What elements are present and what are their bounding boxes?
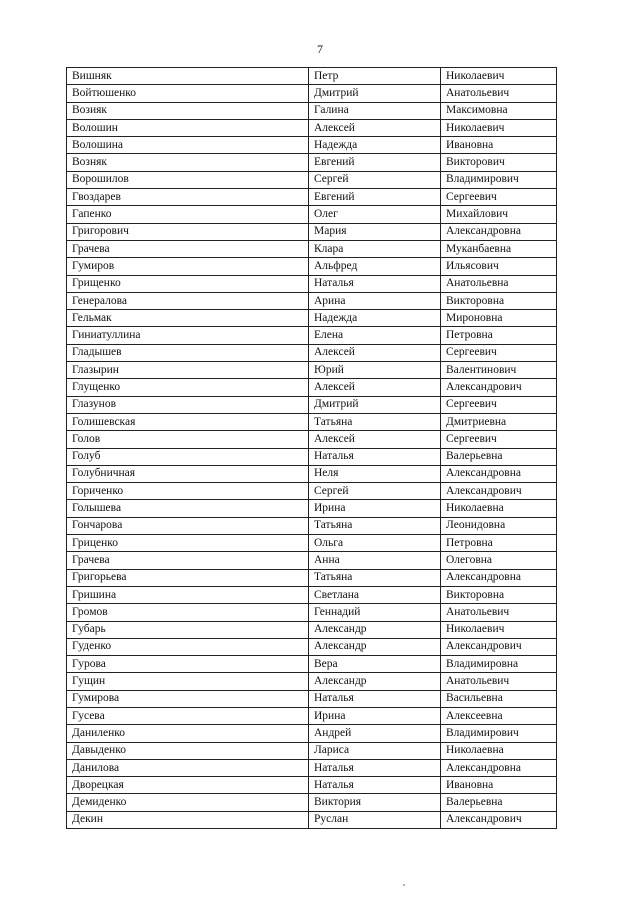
first-name-cell: Надежда [309, 137, 441, 154]
table-row [67, 327, 557, 344]
patronymic-cell: Александрович [441, 483, 557, 500]
table-row [67, 171, 557, 188]
first-name-cell: Евгений [309, 189, 441, 206]
table-row [67, 85, 557, 102]
table-row [67, 240, 557, 257]
surname-cell: Войтюшенко [67, 85, 309, 102]
first-name-cell: Наталья [309, 275, 441, 292]
surname-cell: Волошин [67, 119, 309, 136]
patronymic-cell: Леонидовна [441, 517, 557, 534]
surname-cell: Гельмак [67, 310, 309, 327]
patronymic-cell: Викторовна [441, 292, 557, 309]
table-row [67, 759, 557, 776]
table-row [67, 690, 557, 707]
first-name-cell: Алексей [309, 119, 441, 136]
patronymic-cell: Ивановна [441, 777, 557, 794]
first-name-cell: Альфред [309, 258, 441, 275]
table-row [67, 742, 557, 759]
surname-cell: Голуб [67, 448, 309, 465]
table-row [67, 362, 557, 379]
first-name-cell: Алексей [309, 379, 441, 396]
patronymic-cell: Владимирович [441, 725, 557, 742]
table-row [67, 413, 557, 430]
patronymic-cell: Сергеевич [441, 189, 557, 206]
patronymic-cell: Валерьевна [441, 448, 557, 465]
first-name-cell: Елена [309, 327, 441, 344]
patronymic-cell: Валентинович [441, 362, 557, 379]
first-name-cell: Олег [309, 206, 441, 223]
surname-cell: Гущин [67, 673, 309, 690]
patronymic-cell: Александровна [441, 759, 557, 776]
patronymic-cell: Анатольевна [441, 275, 557, 292]
patronymic-cell: Сергеевич [441, 344, 557, 361]
first-name-cell: Ирина [309, 707, 441, 724]
first-name-cell: Андрей [309, 725, 441, 742]
patronymic-cell: Анатольевич [441, 85, 557, 102]
surname-cell: Гончарова [67, 517, 309, 534]
patronymic-cell: Александровна [441, 465, 557, 482]
table-row [67, 707, 557, 724]
patronymic-cell: Викторовна [441, 586, 557, 603]
first-name-cell: Анна [309, 552, 441, 569]
surname-cell: Гумиров [67, 258, 309, 275]
surname-cell: Гвоздарев [67, 189, 309, 206]
patronymic-cell: Сергеевич [441, 396, 557, 413]
patronymic-cell: Ивановна [441, 137, 557, 154]
patronymic-cell: Мироновна [441, 310, 557, 327]
table-row [67, 656, 557, 673]
surname-cell: Ворошилов [67, 171, 309, 188]
first-name-cell: Дмитрий [309, 396, 441, 413]
surname-cell: Возияк [67, 102, 309, 119]
surname-cell: Гришина [67, 586, 309, 603]
surname-cell: Гриценко [67, 535, 309, 552]
surname-cell: Давыденко [67, 742, 309, 759]
table-row [67, 292, 557, 309]
surname-cell: Глазунов [67, 396, 309, 413]
table-row [67, 569, 557, 586]
first-name-cell: Татьяна [309, 517, 441, 534]
surname-cell: Волошина [67, 137, 309, 154]
first-name-cell: Вера [309, 656, 441, 673]
table-row [67, 223, 557, 240]
patronymic-cell: Анатольевич [441, 604, 557, 621]
names-table-body [67, 68, 557, 829]
table-row [67, 794, 557, 811]
first-name-cell: Наталья [309, 690, 441, 707]
table-row [67, 137, 557, 154]
page-number: 7 [317, 42, 323, 56]
table-row [67, 777, 557, 794]
table-row [67, 586, 557, 603]
surname-cell: Возняк [67, 154, 309, 171]
table-row [67, 431, 557, 448]
first-name-cell: Ольга [309, 535, 441, 552]
table-row [67, 483, 557, 500]
patronymic-cell: Николаевич [441, 68, 557, 85]
first-name-cell: Юрий [309, 362, 441, 379]
patronymic-cell: Анатольевич [441, 673, 557, 690]
patronymic-cell: Николаевна [441, 500, 557, 517]
surname-cell: Генералова [67, 292, 309, 309]
patronymic-cell: Петровна [441, 327, 557, 344]
table-row [67, 500, 557, 517]
table-row [67, 119, 557, 136]
patronymic-cell: Муканбаевна [441, 240, 557, 257]
first-name-cell: Клара [309, 240, 441, 257]
table-row [67, 552, 557, 569]
first-name-cell: Геннадий [309, 604, 441, 621]
surname-cell: Гусева [67, 707, 309, 724]
surname-cell: Гладышев [67, 344, 309, 361]
first-name-cell: Александр [309, 638, 441, 655]
table-row [67, 154, 557, 171]
first-name-cell: Лариса [309, 742, 441, 759]
names-table [66, 67, 557, 829]
patronymic-cell: Васильевна [441, 690, 557, 707]
table-row [67, 275, 557, 292]
surname-cell: Голышева [67, 500, 309, 517]
first-name-cell: Алексей [309, 431, 441, 448]
first-name-cell: Наталья [309, 448, 441, 465]
patronymic-cell: Дмитриевна [441, 413, 557, 430]
first-name-cell: Надежда [309, 310, 441, 327]
patronymic-cell: Ильясович [441, 258, 557, 275]
table-row [67, 102, 557, 119]
patronymic-cell: Николаевич [441, 621, 557, 638]
first-name-cell: Светлана [309, 586, 441, 603]
surname-cell: Данилова [67, 759, 309, 776]
first-name-cell: Сергей [309, 483, 441, 500]
patronymic-cell: Александрович [441, 638, 557, 655]
first-name-cell: Руслан [309, 811, 441, 828]
first-name-cell: Петр [309, 68, 441, 85]
surname-cell: Вишняк [67, 68, 309, 85]
table-row [67, 379, 557, 396]
first-name-cell: Виктория [309, 794, 441, 811]
surname-cell: Грачева [67, 552, 309, 569]
surname-cell: Громов [67, 604, 309, 621]
surname-cell: Гурова [67, 656, 309, 673]
table-row [67, 310, 557, 327]
surname-cell: Григорьева [67, 569, 309, 586]
surname-cell: Голишевская [67, 413, 309, 430]
table-row [67, 396, 557, 413]
surname-cell: Глущенко [67, 379, 309, 396]
patronymic-cell: Александрович [441, 811, 557, 828]
patronymic-cell: Владимировна [441, 656, 557, 673]
table-row [67, 811, 557, 828]
surname-cell: Гориченко [67, 483, 309, 500]
patronymic-cell: Викторович [441, 154, 557, 171]
table-row [67, 638, 557, 655]
patronymic-cell: Николаевна [441, 742, 557, 759]
patronymic-cell: Николаевич [441, 119, 557, 136]
patronymic-cell: Петровна [441, 535, 557, 552]
first-name-cell: Мария [309, 223, 441, 240]
surname-cell: Даниленко [67, 725, 309, 742]
patronymic-cell: Александровна [441, 223, 557, 240]
first-name-cell: Арина [309, 292, 441, 309]
table-row [67, 604, 557, 621]
table-row [67, 258, 557, 275]
first-name-cell: Дмитрий [309, 85, 441, 102]
surname-cell: Грищенко [67, 275, 309, 292]
surname-cell: Декин [67, 811, 309, 828]
patronymic-cell: Валерьевна [441, 794, 557, 811]
first-name-cell: Александр [309, 673, 441, 690]
patronymic-cell: Александровна [441, 569, 557, 586]
first-name-cell: Наталья [309, 777, 441, 794]
surname-cell: Гапенко [67, 206, 309, 223]
surname-cell: Гуденко [67, 638, 309, 655]
surname-cell: Григорович [67, 223, 309, 240]
table-row [67, 673, 557, 690]
surname-cell: Гиниатуллина [67, 327, 309, 344]
surname-cell: Голубничная [67, 465, 309, 482]
patronymic-cell: Владимирович [441, 171, 557, 188]
first-name-cell: Алексей [309, 344, 441, 361]
table-row [67, 448, 557, 465]
patronymic-cell: Алексеевна [441, 707, 557, 724]
table-row [67, 465, 557, 482]
first-name-cell: Татьяна [309, 413, 441, 430]
surname-cell: Гумирова [67, 690, 309, 707]
first-name-cell: Ирина [309, 500, 441, 517]
patronymic-cell: Михайлович [441, 206, 557, 223]
table-row [67, 206, 557, 223]
table-row [67, 535, 557, 552]
patronymic-cell: Максимовна [441, 102, 557, 119]
first-name-cell: Татьяна [309, 569, 441, 586]
table-row [67, 189, 557, 206]
table-row [67, 621, 557, 638]
first-name-cell: Евгений [309, 154, 441, 171]
surname-cell: Грачева [67, 240, 309, 257]
table-row [67, 68, 557, 85]
surname-cell: Демиденко [67, 794, 309, 811]
table-row [67, 725, 557, 742]
surname-cell: Голов [67, 431, 309, 448]
patronymic-cell: Олеговна [441, 552, 557, 569]
first-name-cell: Александр [309, 621, 441, 638]
surname-cell: Губарь [67, 621, 309, 638]
surname-cell: Дворецкая [67, 777, 309, 794]
table-row [67, 517, 557, 534]
first-name-cell: Наталья [309, 759, 441, 776]
first-name-cell: Неля [309, 465, 441, 482]
scan-speck [403, 884, 405, 886]
first-name-cell: Сергей [309, 171, 441, 188]
table-row [67, 344, 557, 361]
surname-cell: Глазырин [67, 362, 309, 379]
patronymic-cell: Сергеевич [441, 431, 557, 448]
patronymic-cell: Александрович [441, 379, 557, 396]
first-name-cell: Галина [309, 102, 441, 119]
